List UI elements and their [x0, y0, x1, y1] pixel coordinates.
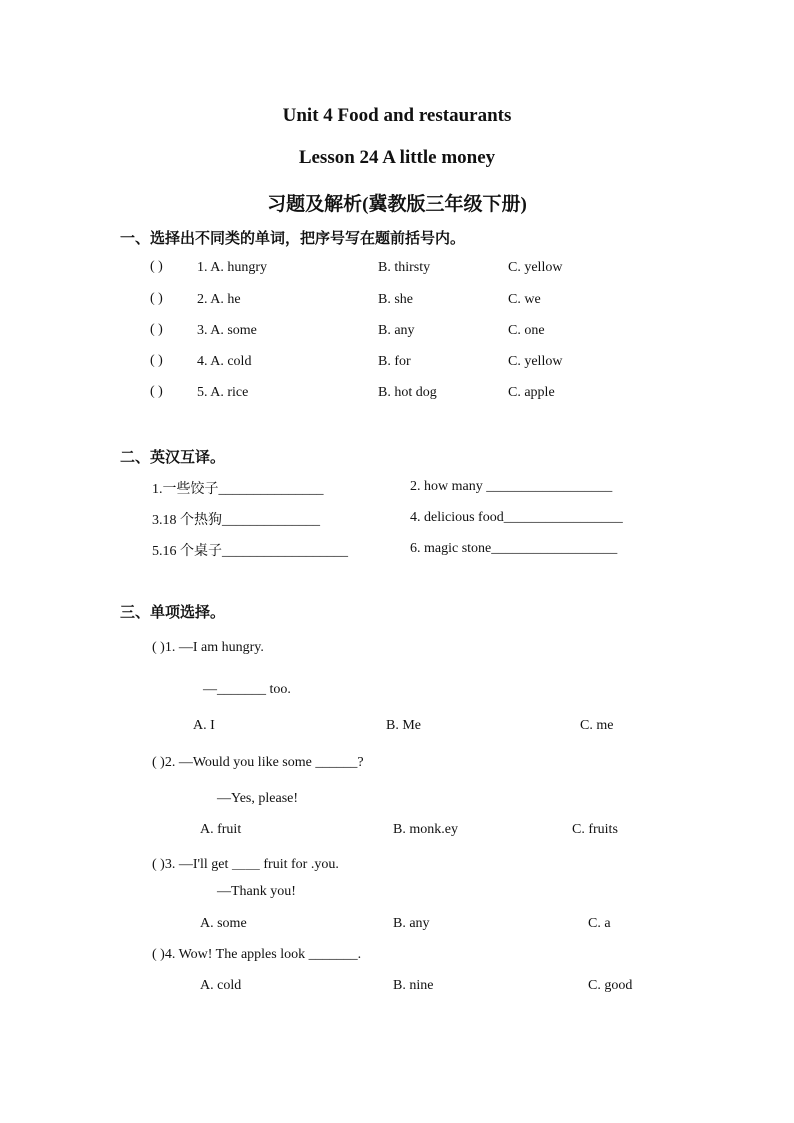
answer-paren[interactable]: ( ) [150, 384, 163, 399]
option-b: B. thirsty [378, 260, 431, 275]
choice-c: C. a [588, 916, 611, 931]
choice-c: C. me [580, 718, 614, 733]
translation-item[interactable]: 4. delicious food_________________ [410, 510, 623, 525]
translation-item[interactable]: 3.18 个热狗______________ [152, 513, 320, 528]
answer-paren[interactable]: ( ) [150, 259, 163, 274]
part3-heading: 三、单项选择。 [120, 605, 226, 621]
option-a: 4. A. cold [197, 354, 252, 369]
part2-heading: 二、英汉互译。 [120, 450, 226, 466]
part1-heading: 一、选择出不同类的单词，把序号写在题前括号内。 [120, 231, 466, 247]
option-c: C. apple [508, 385, 555, 400]
translation-item[interactable]: 6. magic stone__________________ [410, 541, 618, 556]
option-c: C. yellow [508, 260, 563, 275]
option-b: B. she [378, 292, 413, 307]
choice-b: B. monk.ey [393, 822, 458, 837]
question-reply: —Thank you! [217, 884, 296, 899]
option-c: C. we [508, 292, 541, 307]
lesson-title: Lesson 24 A little money [298, 147, 496, 168]
question-stem[interactable]: ( )2. —Would you like some ______? [152, 755, 364, 770]
choice-b: B. any [393, 916, 430, 931]
option-c: C. yellow [508, 354, 563, 369]
option-c: C. one [508, 323, 545, 338]
choice-a: A. I [193, 718, 215, 733]
translation-item[interactable]: 5.16 个桌子__________________ [152, 544, 348, 559]
subtitle: 习题及解析(冀教版三年级下册) [267, 194, 527, 215]
question-stem[interactable]: ( )1. —I am hungry. [152, 640, 264, 655]
choice-c: C. good [588, 978, 633, 993]
question-stem[interactable]: ( )3. —I'll get ＿＿ fruit for .you. [152, 857, 339, 872]
choice-c: C. fruits [572, 822, 618, 837]
answer-paren[interactable]: ( ) [150, 322, 163, 337]
answer-paren[interactable]: ( ) [150, 353, 163, 368]
option-b: B. any [378, 323, 415, 338]
translation-item[interactable]: 2. how many __________________ [410, 479, 613, 494]
option-a: 3. A. some [197, 323, 257, 338]
question-reply: —Yes, please! [217, 791, 299, 806]
choice-a: A. some [200, 916, 247, 931]
question-reply: —_______ too. [203, 682, 291, 697]
answer-paren[interactable]: ( ) [150, 291, 163, 306]
question-stem[interactable]: ( )4. Wow! The apples look _______. [152, 947, 362, 962]
option-b: B. for [378, 354, 411, 369]
choice-a: A. cold [200, 978, 242, 993]
option-a: 2. A. he [197, 292, 241, 307]
choice-b: B. nine [393, 978, 434, 993]
choice-a: A. fruit [200, 822, 242, 837]
option-a: 1. A. hungry [197, 260, 267, 275]
option-b: B. hot dog [378, 385, 437, 400]
option-a: 5. A. rice [197, 385, 249, 400]
translation-item[interactable]: 1.一些饺子_______________ [152, 482, 324, 497]
choice-b: B. Me [386, 718, 421, 733]
unit-title: Unit 4 Food and restaurants [282, 105, 512, 126]
